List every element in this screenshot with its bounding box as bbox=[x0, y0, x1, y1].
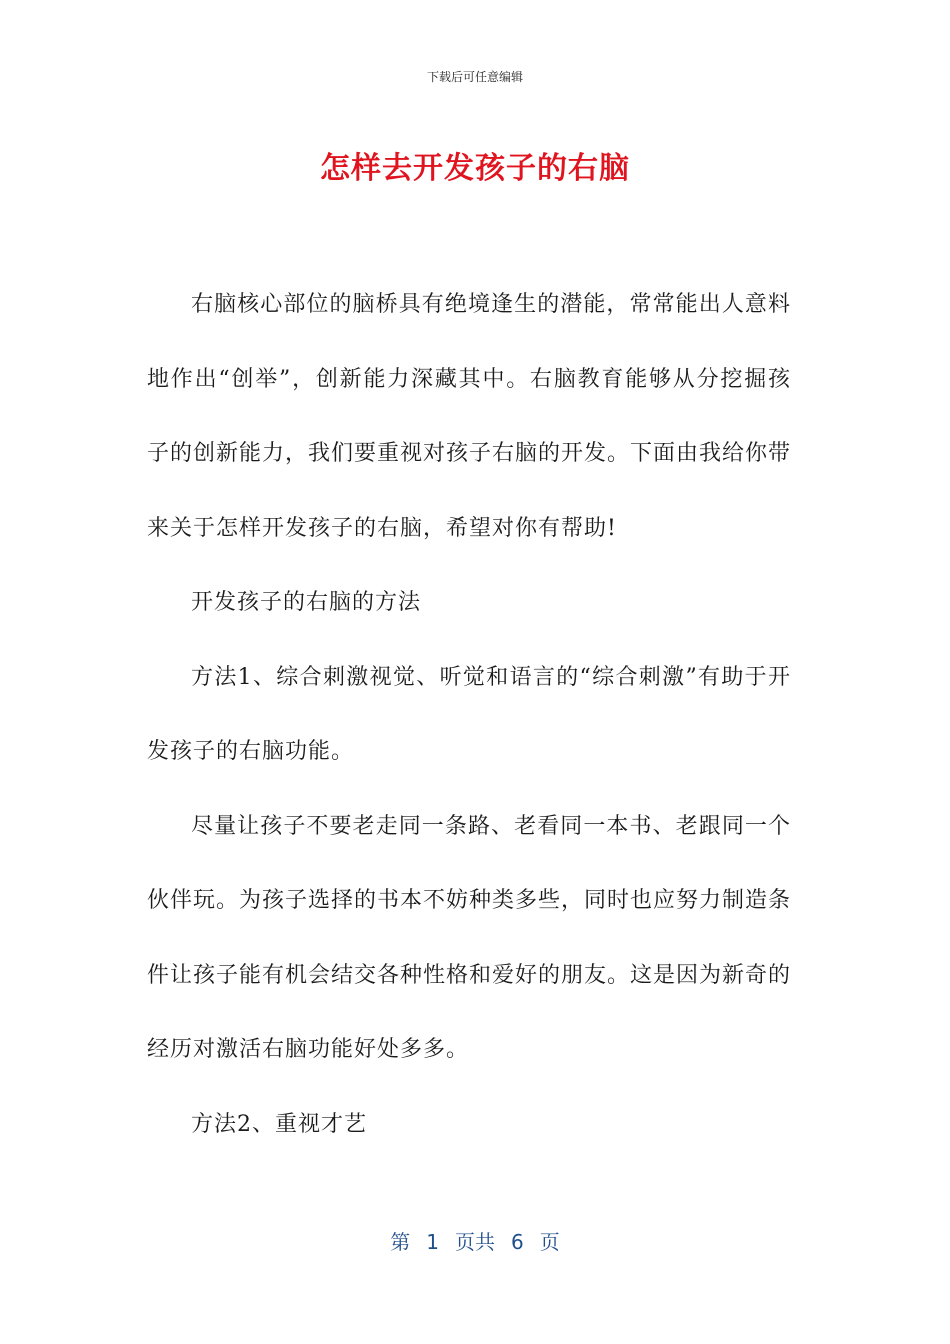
footer-total-pages: 6 bbox=[511, 1230, 524, 1254]
paragraph-methods-heading: 开发孩子的右脑的方法 bbox=[191, 590, 422, 615]
document-title: 怎样去开发孩子的右脑 bbox=[320, 151, 630, 186]
footer-page-prefix: 第 bbox=[390, 1230, 411, 1254]
page-header-note: 下载后可任意编辑 bbox=[426, 70, 523, 84]
footer-current-page: 1 bbox=[426, 1230, 439, 1254]
footer-page-middle: 页共 bbox=[455, 1230, 495, 1254]
document-body bbox=[147, 268, 791, 1162]
page-footer bbox=[0, 1226, 950, 1255]
footer-page-suffix: 页 bbox=[539, 1230, 560, 1254]
paragraph-method-1-detail: 尽量让孩子不要老走同一条路、老看同一本书、老跟同一个伙伴玩。为孩子选择的书本不妨种类多些，同时也应努力制造条件让孩子能有机会结交各种性格和爱好的朋友。这是因为新奇的经历对激活右脑功能好处多多。 bbox=[147, 813, 792, 1062]
paragraph-method-1: 方法1、综合刺激视觉、听觉和语言的“综合刺激”有助于开发孩子的右脑功能。 bbox=[147, 664, 791, 764]
paragraph-intro: 右脑核心部位的脑桥具有绝境逢生的潜能，常常能出人意料地作出“创举”，创新能力深藏其中。右脑教育能够从分挖掘孩子的创新能力，我们要重视对孩子右脑的开发。下面由我给你带来关于怎样开发孩子的右脑，希望对你有帮助! bbox=[147, 292, 792, 541]
paragraph-method-2: 方法2、重视才艺 bbox=[191, 1111, 367, 1137]
